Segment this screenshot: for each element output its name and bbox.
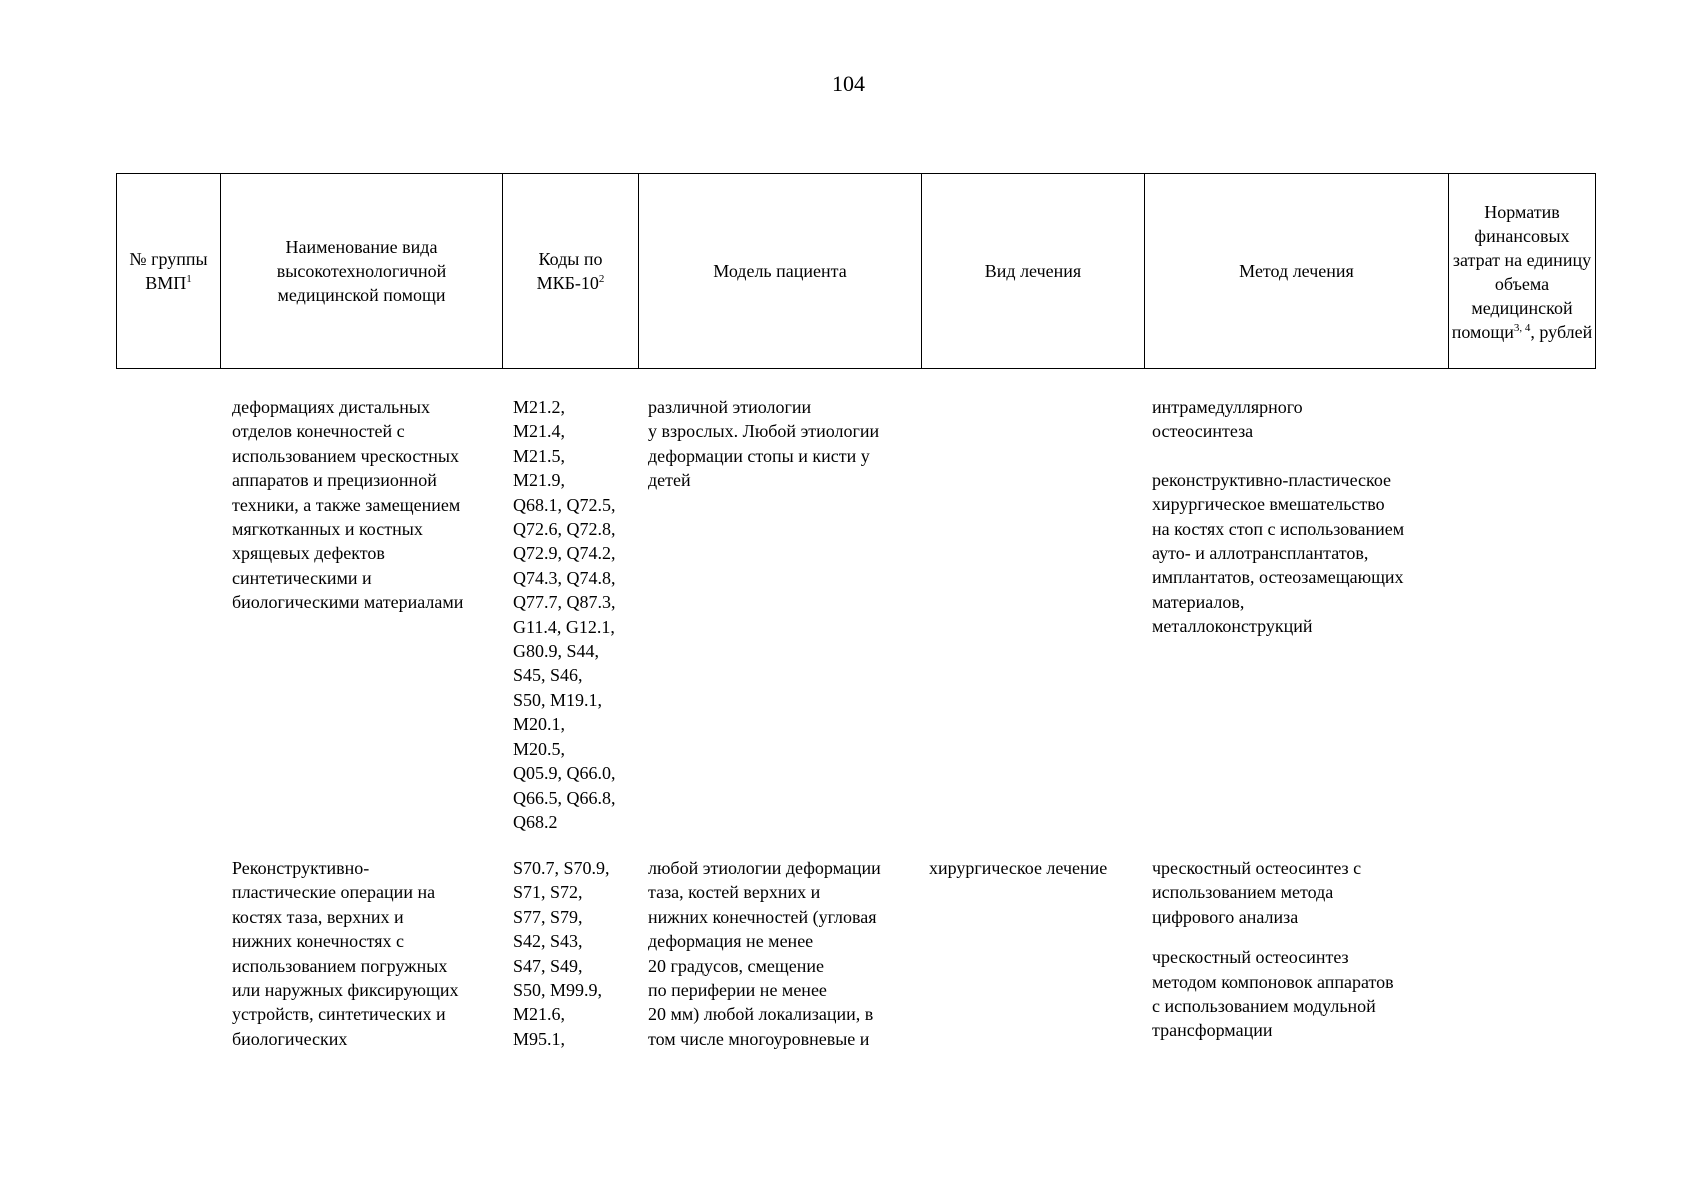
header-method: Метод лечения — [1145, 174, 1449, 369]
row-2-name: Реконструктивно- пластические операции на костях таза, верхних и нижних конечностях с использованием погружных или наружных фиксирующих устройств, синтетических и биологических — [232, 858, 459, 1049]
table-header — [116, 173, 1596, 369]
header-group-no: № группы ВМП$^1$ — [117, 174, 221, 369]
row-1-model: различной этиологии у взрослых. Любой этиологии деформации стопы и кисти у детей — [648, 397, 880, 491]
row-2-model: любой этиологии деформации таза, костей верхних и нижних конечностей (угловая деформация не менее 20 градусов, смещение по периферии не менее 20 мм) любой локализации, в том числе многоуровневые и — [648, 858, 881, 1049]
row-1-methods — [1152, 395, 1404, 639]
row-2-codes: S70.7, S70.9, S71, S72, S77, S79, S42, S43, S47, S49, S50, M99.9, M21.6, M95.1, — [513, 858, 610, 1049]
row-2-method-1: чрескостный остеосинтез с использованием метода цифрового анализа — [1152, 858, 1362, 927]
header-model: Модель пациента — [639, 174, 922, 369]
row-2-methods — [1152, 856, 1394, 1043]
row-1-codes: M21.2, M21.4, M21.5, M21.9, Q68.1, Q72.5, Q72.6, Q72.8, Q72.9, Q74.2, Q74.3, Q74.8, Q77.7, Q87.3, G11.4, G12.1, G80.9, S44, S45, S46, S50, M19.1, M20.1, M20.5, Q05.9, Q66.0, Q66.5, Q66.8, Q68.2 — [513, 397, 616, 832]
header-name: Наименование вида высокотехнологичной медицинской помощи — [221, 174, 503, 369]
row-1-method-1: интрамедуллярного остеосинтеза — [1152, 397, 1303, 442]
row-1-method-2: реконструктивно-пластическое хирургическое вмешательство на костях стоп с использованием ауто- и аллотрансплантатов, имплантатов, остеозамещающих материалов, металлоконструкций — [1152, 469, 1405, 637]
header-norm: Норматив финансовых затрат на единицу объема медицинской помощи$^{3, 4}$, рублей — [1449, 174, 1596, 369]
header-codes: Коды по МКБ-$10^2$ — [503, 174, 639, 369]
row-2-treatment-type: хирургическое лечение — [929, 858, 1108, 878]
page-number: 104 — [832, 71, 865, 96]
row-1-name: деформациях дистальных отделов конечностей с использованием чрескостных аппаратов и прецизионной техники, а также замещением мягкотканных и костных хрящевых дефектов синтетическими и биологическими материалами — [232, 397, 464, 613]
row-2-method-2: чрескостный остеосинтез методом компоновок аппаратов с использованием модульной трансформации — [1152, 947, 1394, 1041]
header-treatment-type: Вид лечения — [922, 174, 1145, 369]
